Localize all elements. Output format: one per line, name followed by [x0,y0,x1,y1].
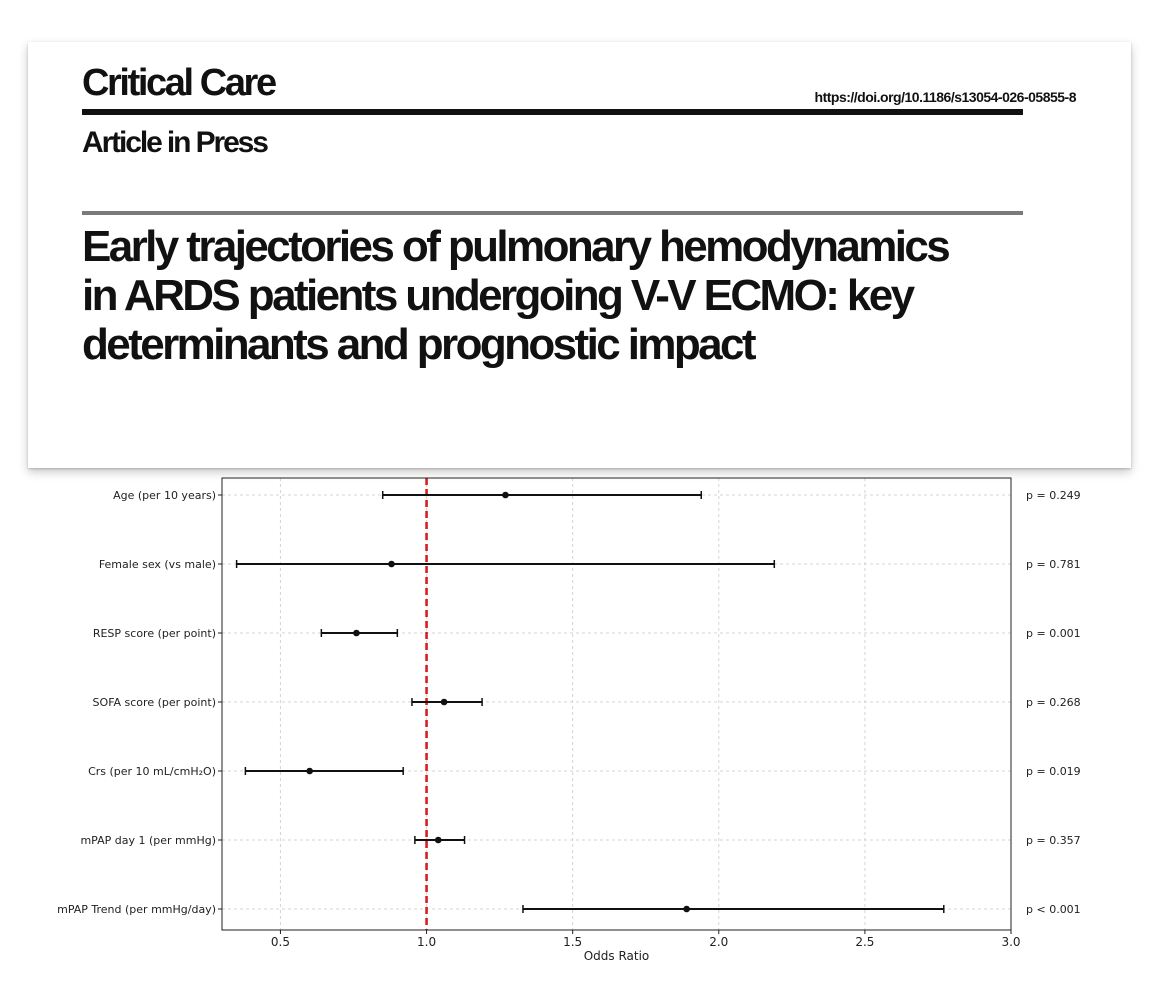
odds-ratio-point [353,630,360,637]
odds-ratio-point [441,699,448,706]
odds-ratio-point [388,561,395,568]
p-value-layer [1026,489,1081,916]
p-value: p = 0.019 [1026,765,1081,778]
odds-ratio-point [502,492,509,499]
p-value: p = 0.249 [1026,489,1081,502]
journal-name: Critical Care [82,62,275,104]
x-axis-label: Odds Ratio [583,949,650,963]
grid-layer [222,478,1011,930]
p-value: p = 0.781 [1026,558,1081,571]
p-value: p = 0.001 [1026,627,1081,640]
article-title: Early trajectories of pulmonary hemodynamics in ARDS patients undergoing V-V ECMO: key determinants and prognostic impact [82,222,949,369]
plot-frame [222,478,1011,930]
p-value: p < 0.001 [1026,903,1081,916]
x-tick-label: 1.5 [563,935,583,949]
row-label: Female sex (vs male) [98,558,216,571]
row-label: Crs (per 10 mL/cmH₂O) [88,765,216,778]
x-tick-label: 2.0 [709,935,729,949]
forest-plot [0,470,1156,996]
odds-ratio-point [683,906,690,913]
article-status: Article in Press [82,126,267,159]
row-label-layer [57,489,216,916]
p-value: p = 0.357 [1026,834,1081,847]
row-label: RESP score (per point) [92,627,216,640]
x-tick-label: 3.0 [1001,935,1021,949]
odds-ratio-point [435,837,442,844]
x-tick-label: 1.0 [417,935,437,949]
p-value: p = 0.268 [1026,696,1081,709]
x-tick-label: 0.5 [270,935,290,949]
title-rule [82,211,1023,215]
header-rule [82,109,1023,115]
row-label: Age (per 10 years) [113,489,216,502]
row-label: mPAP Trend (per mmHg/day) [57,903,216,916]
doi-link[interactable]: https://doi.org/10.1186/s13054-026-05855-8 [814,89,1076,105]
odds-ratio-point [306,768,313,775]
row-label: mPAP day 1 (per mmHg) [80,834,216,847]
axis-layer [218,478,1021,949]
row-label: SOFA score (per point) [92,696,216,709]
x-tick-label: 2.5 [855,935,875,949]
